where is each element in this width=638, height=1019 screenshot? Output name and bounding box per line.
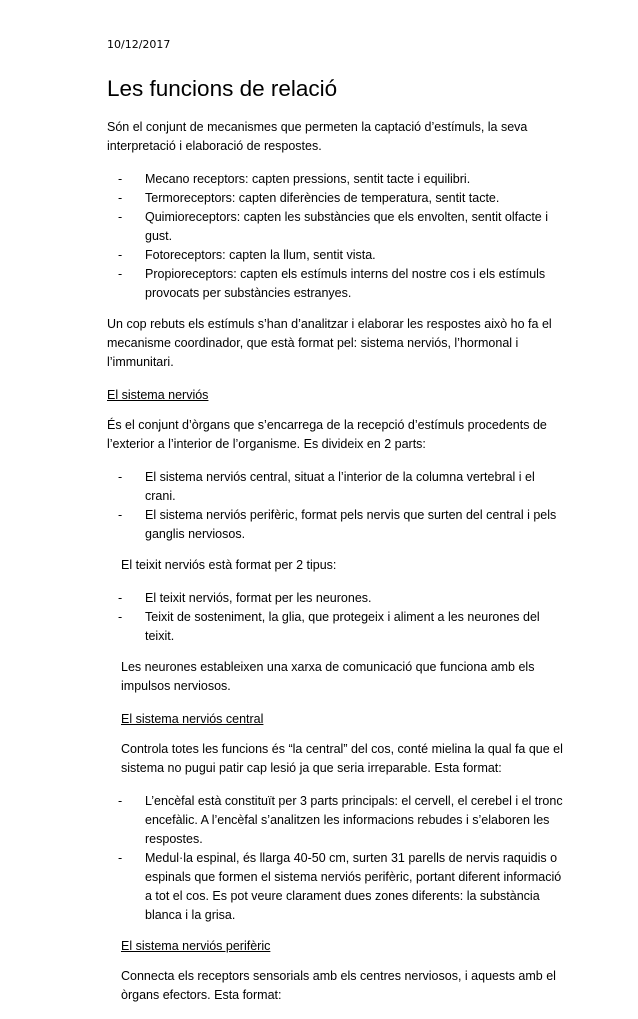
list-item: - El teixit nerviós, format per les neurones.	[118, 591, 372, 605]
list-item: - Fotoreceptors: capten la llum, sentit vista.	[118, 248, 376, 262]
list-item: - Propioreceptors: capten els estímuls interns del nostre cos i els estímuls provocats per substàncies estranyes.	[118, 267, 546, 300]
list-item: - El sistema nerviós central, situat a l’interior de la columna vertebral i el crani.	[118, 470, 535, 503]
list-item: - Quimioreceptors: capten les substàncies que els envolten, sentit olfacte i gust.	[118, 210, 548, 243]
teixit-list	[107, 589, 567, 646]
sistema-nervios-paragraph: És el conjunt d’òrgans que s’encarrega de la recepció d’estímuls procedents de l’exterior a l’interior de l’organisme. Es divideix en 2 parts:	[107, 418, 547, 451]
list-item: - Medul·la espinal, és llarga 40-50 cm, surten 31 parells de nervis raquidis o espinals que formen el sistema nerviós perifèric, portant diferent informació a tot el cos. Es pot veure clarament dues zones diferents: la substància blanca i la grisa.	[118, 851, 562, 922]
list-item: - Termoreceptors: capten diferències de temperatura, sentit tacte.	[118, 191, 500, 205]
list-item: - Teixit de sosteniment, la glia, que protegeix i aliment a les neurones del teixit.	[118, 610, 540, 643]
list-item: - Mecano receptors: capten pressions, sentit tacte i equilibri.	[118, 172, 471, 186]
central-parts-list	[107, 792, 567, 925]
receptors-list	[107, 170, 567, 303]
heading-central: El sistema nerviós central	[121, 712, 264, 726]
document-body	[107, 74, 567, 1019]
neurones-paragraph: Les neurones estableixen una xarxa de comunicació que funciona amb els impulsos nerviosos.	[121, 660, 535, 693]
coordinator-paragraph: Un cop rebuts els estímuls s’han d’analitzar i elaborar les respostes això ho fa el mecanisme coordinador, que està format pel: sistema nerviós, l’hormonal i l’immunitari.	[107, 317, 552, 369]
central-paragraph: Controla totes les funcions és “la central” del cos, conté mielina la qual fa que el sistema no pugui patir cap lesió ja que seria irreparable. Esta format:	[121, 742, 563, 775]
teixit-paragraph: El teixit nerviós està format per 2 tipus:	[121, 558, 337, 572]
heading-periferic: El sistema nerviós perifèric	[121, 939, 271, 953]
document-date: 10/12/2017	[107, 38, 171, 51]
parts-list	[107, 468, 567, 544]
heading-sistema-nervios: El sistema nerviós	[107, 388, 209, 402]
intro-paragraph: Són el conjunt de mecanismes que permeten la captació d’estímuls, la seva interpretació i elaboració de respostes.	[107, 120, 528, 153]
periferic-paragraph: Connecta els receptors sensorials amb els centres nerviosos, i aquests amb el òrgans efectors. Esta format:	[121, 969, 556, 1002]
list-item: - L’encèfal està constituït per 3 parts principals: el cervell, el cerebel i el tronc encefàlic. A l’encèfal s’analitzen les informacions rebudes i s’elaboren les respostes.	[118, 794, 563, 846]
list-item: - El sistema nerviós perifèric, format pels nervis que surten del central i pels ganglis nerviosos.	[118, 508, 557, 541]
document-title: Les funcions de relació	[107, 76, 338, 101]
